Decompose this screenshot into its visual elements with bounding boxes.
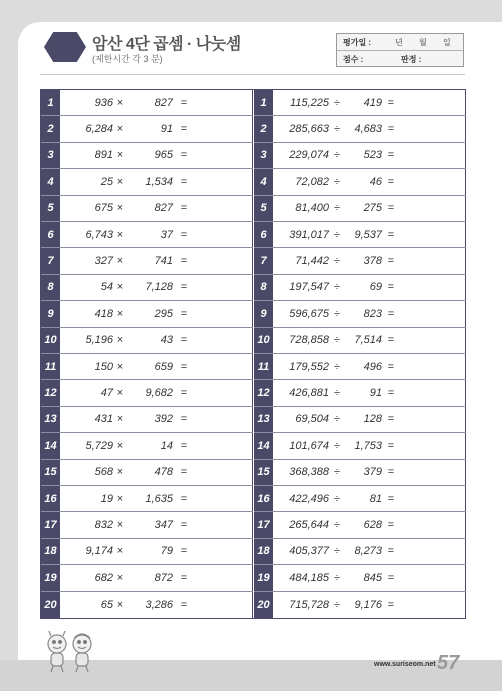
- equals-sign: =: [180, 360, 188, 373]
- operand-b: 7,514: [354, 334, 382, 347]
- division-problem-row: [254, 143, 466, 169]
- operand-a: 484,185: [289, 571, 329, 584]
- divide-sign: ÷: [333, 413, 341, 426]
- operand-a: 65: [100, 598, 113, 611]
- problem-number: 8: [260, 281, 267, 294]
- operand-a: 327: [94, 255, 113, 268]
- multiplication-problem-row: [41, 539, 253, 565]
- operand-a: 891: [94, 149, 113, 162]
- operand-b: 478: [154, 466, 173, 479]
- problem-number: 18: [44, 545, 57, 558]
- divide-sign: ÷: [333, 281, 341, 294]
- operand-b: 46: [369, 175, 382, 188]
- multiplication-problem-row: [41, 275, 253, 301]
- times-sign: ×: [116, 228, 124, 241]
- times-sign: ×: [116, 202, 124, 215]
- division-problem-row: [254, 301, 466, 327]
- multiplication-problem-row: [41, 248, 253, 274]
- operand-a: 936: [94, 96, 113, 109]
- divide-sign: ÷: [333, 202, 341, 215]
- equals-sign: =: [180, 149, 188, 162]
- operand-b: 37: [160, 228, 173, 241]
- operand-b: 845: [363, 571, 382, 584]
- operand-a: 6,284: [85, 123, 113, 136]
- multiplication-problem-row: [41, 486, 253, 512]
- problem-number: 19: [44, 571, 57, 584]
- operand-a: 5,196: [85, 334, 113, 347]
- equals-sign: =: [387, 96, 395, 109]
- problem-number: 19: [257, 571, 270, 584]
- division-problem-row: [254, 380, 466, 406]
- multiplication-problem-row: [41, 512, 253, 538]
- equals-sign: =: [387, 571, 395, 584]
- times-sign: ×: [116, 123, 124, 136]
- times-sign: ×: [116, 571, 124, 584]
- multiplication-problem-row: [41, 433, 253, 459]
- problem-number: 10: [44, 334, 57, 347]
- division-problem-row: [254, 116, 466, 142]
- operand-b: 295: [154, 307, 173, 320]
- operand-a: 5,729: [85, 439, 113, 452]
- divide-sign: ÷: [333, 598, 341, 611]
- equals-sign: =: [180, 255, 188, 268]
- multiplication-problem-row: [41, 90, 253, 116]
- problem-number: 7: [260, 255, 267, 268]
- division-problem-row: [254, 407, 466, 433]
- operand-a: 391,017: [289, 228, 329, 241]
- divide-sign: ÷: [333, 255, 341, 268]
- problem-number: 10: [257, 334, 270, 347]
- multiplication-problem-row: [41, 301, 253, 327]
- times-sign: ×: [116, 545, 124, 558]
- day-label: 일: [443, 38, 451, 47]
- equals-sign: =: [180, 202, 188, 215]
- times-sign: ×: [116, 175, 124, 188]
- equals-sign: =: [387, 598, 395, 611]
- operand-b: 659: [154, 360, 173, 373]
- division-column: [254, 90, 466, 618]
- problem-number: 6: [260, 228, 267, 241]
- operand-b: 43: [160, 334, 173, 347]
- equals-sign: =: [180, 545, 188, 558]
- month-label: 월: [419, 38, 427, 47]
- operand-b: 79: [160, 545, 173, 558]
- times-sign: ×: [116, 281, 124, 294]
- division-problem-row: [254, 460, 466, 486]
- equals-sign: =: [180, 492, 188, 505]
- times-sign: ×: [116, 334, 124, 347]
- operand-a: 675: [94, 202, 113, 215]
- operand-b: 392: [154, 413, 173, 426]
- divide-sign: ÷: [333, 123, 341, 136]
- problem-number: 4: [47, 175, 54, 188]
- operand-b: 965: [154, 149, 173, 162]
- problem-number: 14: [257, 439, 270, 452]
- operand-a: 72,082: [295, 175, 329, 188]
- problem-number: 5: [47, 202, 54, 215]
- operand-b: 9,537: [354, 228, 382, 241]
- division-problem-row: [254, 592, 466, 618]
- problem-number: 14: [44, 439, 57, 452]
- operand-b: 1,635: [145, 492, 173, 505]
- operand-a: 832: [94, 519, 113, 532]
- multiplication-problem-row: [41, 407, 253, 433]
- operand-a: 101,674: [289, 439, 329, 452]
- equals-sign: =: [387, 149, 395, 162]
- equals-sign: =: [387, 334, 395, 347]
- operand-b: 419: [363, 96, 382, 109]
- times-sign: ×: [116, 519, 124, 532]
- operand-a: 568: [94, 466, 113, 479]
- operand-a: 69,504: [295, 413, 329, 426]
- operand-a: 265,644: [289, 519, 329, 532]
- operand-b: 7,128: [145, 281, 173, 294]
- division-problem-row: [254, 486, 466, 512]
- multiplication-problem-row: [41, 143, 253, 169]
- operand-a: 682: [94, 571, 113, 584]
- mascot-characters-icon: [42, 630, 98, 674]
- times-sign: ×: [116, 492, 124, 505]
- time-limit-subtitle: (제한시간 각 3 분): [92, 54, 163, 64]
- division-problem-row: [254, 354, 466, 380]
- division-problem-row: [254, 539, 466, 565]
- problem-number: 17: [257, 519, 270, 532]
- equals-sign: =: [387, 387, 395, 400]
- problem-number: 4: [260, 175, 267, 188]
- operand-a: 150: [94, 360, 113, 373]
- times-sign: ×: [116, 466, 124, 479]
- division-problem-row: [254, 512, 466, 538]
- operand-b: 69: [369, 281, 382, 294]
- equals-sign: =: [180, 413, 188, 426]
- multiplication-problem-row: [41, 328, 253, 354]
- divide-sign: ÷: [333, 96, 341, 109]
- divide-sign: ÷: [333, 307, 341, 320]
- operand-b: 81: [369, 492, 382, 505]
- multiplication-problem-row: [41, 460, 253, 486]
- operand-b: 378: [363, 255, 382, 268]
- problem-number: 18: [257, 545, 270, 558]
- problem-number: 3: [260, 149, 267, 162]
- divide-sign: ÷: [333, 492, 341, 505]
- operand-b: 1,753: [354, 439, 382, 452]
- operand-b: 741: [154, 255, 173, 268]
- operand-a: 81,400: [295, 202, 329, 215]
- operand-a: 596,675: [289, 307, 329, 320]
- operand-b: 523: [363, 149, 382, 162]
- problem-number: 15: [44, 466, 57, 479]
- operand-b: 827: [154, 202, 173, 215]
- operand-b: 1,534: [145, 175, 173, 188]
- year-label: 년: [395, 38, 403, 47]
- equals-sign: =: [180, 598, 188, 611]
- problem-number: 7: [47, 255, 54, 268]
- divide-sign: ÷: [333, 175, 341, 188]
- equals-sign: =: [180, 466, 188, 479]
- divide-sign: ÷: [333, 360, 341, 373]
- operand-b: 91: [369, 387, 382, 400]
- equals-sign: =: [387, 519, 395, 532]
- problem-number: 15: [257, 466, 270, 479]
- operand-a: 418: [94, 307, 113, 320]
- problem-number: 2: [260, 123, 267, 136]
- operand-b: 128: [363, 413, 382, 426]
- division-problem-row: [254, 248, 466, 274]
- times-sign: ×: [116, 96, 124, 109]
- date-row: [337, 34, 463, 51]
- multiplication-problem-row: [41, 196, 253, 222]
- division-problem-row: [254, 275, 466, 301]
- worksheet-title: 암산 4단 곱셈 · 나눗셈: [92, 36, 241, 53]
- multiplication-problem-row: [41, 116, 253, 142]
- operand-a: 19: [100, 492, 113, 505]
- equals-sign: =: [180, 334, 188, 347]
- equals-sign: =: [180, 96, 188, 109]
- problem-number: 3: [47, 149, 54, 162]
- division-problem-row: [254, 433, 466, 459]
- operand-a: 197,547: [289, 281, 329, 294]
- equals-sign: =: [387, 228, 395, 241]
- divide-sign: ÷: [333, 334, 341, 347]
- division-problem-row: [254, 90, 466, 116]
- equals-sign: =: [180, 228, 188, 241]
- multiplication-problem-row: [41, 380, 253, 406]
- score-row: [337, 51, 463, 68]
- operand-b: 379: [363, 466, 382, 479]
- operand-a: 47: [100, 387, 113, 400]
- division-problem-row: [254, 196, 466, 222]
- multiplication-problem-row: [41, 565, 253, 591]
- problem-number: 1: [260, 96, 267, 109]
- equals-sign: =: [387, 281, 395, 294]
- multiplication-problem-row: [41, 354, 253, 380]
- problem-number: 12: [44, 387, 57, 400]
- operand-a: 368,388: [289, 466, 329, 479]
- problem-number: 16: [44, 492, 57, 505]
- division-problem-row: [254, 169, 466, 195]
- evaluation-box: [336, 33, 464, 67]
- divide-sign: ÷: [333, 439, 341, 452]
- problem-number: 13: [257, 413, 270, 426]
- header-divider: [40, 74, 465, 75]
- problem-number: 6: [47, 228, 54, 241]
- website-url: www.suriseom.net: [374, 661, 436, 668]
- problem-grid: [40, 89, 466, 619]
- equals-sign: =: [387, 360, 395, 373]
- times-sign: ×: [116, 307, 124, 320]
- divide-sign: ÷: [333, 466, 341, 479]
- multiplication-problem-row: [41, 222, 253, 248]
- problem-number: 13: [44, 413, 57, 426]
- operand-a: 405,377: [289, 545, 329, 558]
- date-label: 평가일 :: [343, 38, 372, 47]
- divide-sign: ÷: [333, 571, 341, 584]
- operand-a: 229,074: [289, 149, 329, 162]
- divide-sign: ÷: [333, 387, 341, 400]
- problem-number: 1: [47, 96, 54, 109]
- operand-a: 422,496: [289, 492, 329, 505]
- problem-number: 8: [47, 281, 54, 294]
- operand-b: 872: [154, 571, 173, 584]
- operand-b: 3,286: [145, 598, 173, 611]
- division-problem-row: [254, 222, 466, 248]
- operand-b: 347: [154, 519, 173, 532]
- times-sign: ×: [116, 598, 124, 611]
- times-sign: ×: [116, 413, 124, 426]
- problem-number: 9: [260, 307, 267, 320]
- problem-number: 12: [257, 387, 270, 400]
- operand-a: 71,442: [295, 255, 329, 268]
- multiplication-problem-row: [41, 592, 253, 618]
- operand-b: 91: [160, 123, 173, 136]
- operand-a: 25: [100, 175, 113, 188]
- operand-b: 628: [363, 519, 382, 532]
- times-sign: ×: [116, 387, 124, 400]
- operand-b: 9,682: [145, 387, 173, 400]
- operand-b: 823: [363, 307, 382, 320]
- divide-sign: ÷: [333, 519, 341, 532]
- operand-a: 285,663: [289, 123, 329, 136]
- operand-b: 8,273: [354, 545, 382, 558]
- problem-number: 16: [257, 492, 270, 505]
- equals-sign: =: [387, 123, 395, 136]
- division-problem-row: [254, 328, 466, 354]
- divide-sign: ÷: [333, 545, 341, 558]
- times-sign: ×: [116, 149, 124, 162]
- problem-number: 9: [47, 307, 54, 320]
- problem-number: 17: [44, 519, 57, 532]
- operand-a: 431: [94, 413, 113, 426]
- equals-sign: =: [387, 307, 395, 320]
- operand-a: 426,881: [289, 387, 329, 400]
- operand-a: 715,728: [289, 598, 329, 611]
- judge-label: 판정 :: [401, 55, 422, 64]
- operand-b: 14: [160, 439, 173, 452]
- equals-sign: =: [387, 492, 395, 505]
- problem-number: 11: [257, 360, 270, 373]
- operand-b: 827: [154, 96, 173, 109]
- divide-sign: ÷: [333, 149, 341, 162]
- multiplication-problem-row: [41, 169, 253, 195]
- operand-b: 496: [363, 360, 382, 373]
- equals-sign: =: [180, 307, 188, 320]
- problem-number: 20: [44, 598, 57, 611]
- problem-number: 11: [44, 360, 57, 373]
- times-sign: ×: [116, 255, 124, 268]
- operand-b: 9,176: [354, 598, 382, 611]
- equals-sign: =: [180, 123, 188, 136]
- page-number: 57: [437, 652, 460, 674]
- operand-a: 179,552: [289, 360, 329, 373]
- equals-sign: =: [387, 413, 395, 426]
- equals-sign: =: [180, 439, 188, 452]
- equals-sign: =: [180, 387, 188, 400]
- divide-sign: ÷: [333, 228, 341, 241]
- division-problem-row: [254, 565, 466, 591]
- multiplication-column: [41, 90, 253, 618]
- operand-a: 54: [100, 281, 113, 294]
- operand-b: 4,683: [354, 123, 382, 136]
- score-label: 점수 :: [343, 55, 364, 64]
- equals-sign: =: [387, 466, 395, 479]
- equals-sign: =: [387, 175, 395, 188]
- equals-sign: =: [387, 202, 395, 215]
- equals-sign: =: [387, 255, 395, 268]
- times-sign: ×: [116, 439, 124, 452]
- equals-sign: =: [180, 175, 188, 188]
- operand-a: 6,743: [85, 228, 113, 241]
- operand-a: 9,174: [85, 545, 113, 558]
- equals-sign: =: [180, 571, 188, 584]
- equals-sign: =: [180, 519, 188, 532]
- operand-a: 115,225: [290, 96, 329, 109]
- problem-number: 2: [47, 123, 54, 136]
- equals-sign: =: [387, 439, 395, 452]
- times-sign: ×: [116, 360, 124, 373]
- problem-number: 20: [257, 598, 270, 611]
- equals-sign: =: [387, 545, 395, 558]
- problem-number: 5: [260, 202, 267, 215]
- operand-b: 275: [363, 202, 382, 215]
- operand-a: 728,858: [289, 334, 329, 347]
- equals-sign: =: [180, 281, 188, 294]
